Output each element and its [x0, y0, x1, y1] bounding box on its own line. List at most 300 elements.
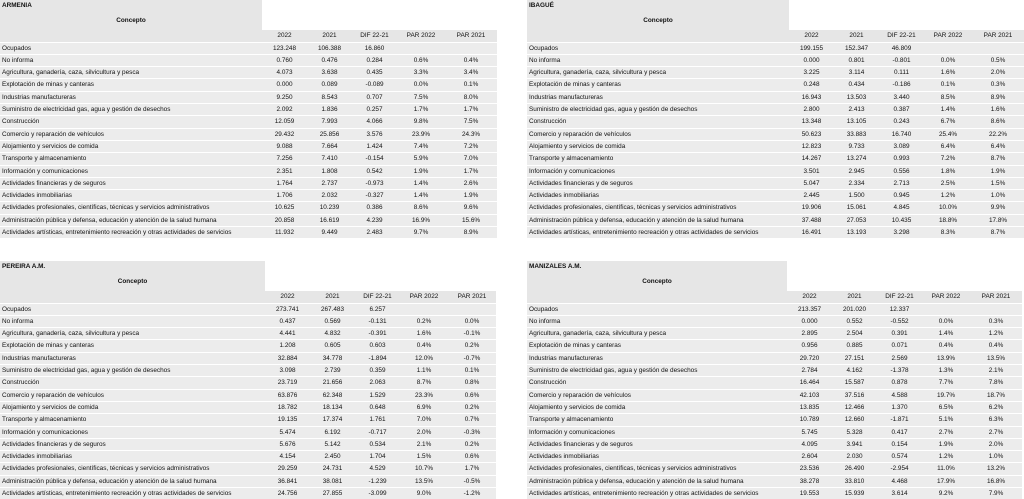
- cell-value: 6.192: [310, 426, 355, 438]
- cell-value: 8.7%: [972, 153, 1024, 165]
- table-row: [527, 128, 1024, 140]
- cell-value: 18.134: [310, 401, 355, 413]
- cell-value: -0.154: [352, 153, 397, 165]
- cell-value: 0.707: [352, 91, 397, 103]
- cell-value: 12.337: [877, 303, 922, 315]
- row-label: Comercio y reparación de vehículos: [527, 389, 787, 401]
- cell-value: 12.660: [832, 414, 877, 426]
- cell-value: 37.516: [832, 389, 877, 401]
- row-label: Transporte y almacenamiento: [0, 414, 265, 426]
- cell-value: -0.327: [352, 190, 397, 202]
- cell-value: 1.370: [877, 401, 922, 413]
- cell-value: 0.391: [877, 328, 922, 340]
- cell-value: -0.131: [355, 315, 400, 327]
- cell-value: 18.782: [265, 401, 310, 413]
- cell-value: 19.906: [789, 202, 834, 214]
- cell-value: 0.4%: [400, 340, 448, 352]
- table-row: [0, 42, 497, 54]
- cell-value: 4.845: [879, 202, 924, 214]
- title-blank: [262, 0, 497, 11]
- cell-value: 7.993: [307, 116, 352, 128]
- table-row: [527, 214, 1024, 226]
- cell-value: 0.605: [310, 340, 355, 352]
- cell-value: 19.553: [787, 488, 832, 499]
- cell-value: 2.445: [789, 190, 834, 202]
- table-row: [0, 165, 497, 177]
- table-row: [0, 438, 496, 450]
- cell-value: 1.5%: [400, 451, 448, 463]
- cell-value: 5.9%: [397, 153, 445, 165]
- table-row: [0, 190, 497, 202]
- table-row: [527, 165, 1024, 177]
- column-header-row: [527, 291, 1022, 303]
- cell-value: 1.0%: [972, 190, 1024, 202]
- row-label: Actividades inmobiliarias: [0, 451, 265, 463]
- cell-value: 23.3%: [400, 389, 448, 401]
- row-label: Agricultura, ganadería, caza, silvicultura y pesca: [0, 67, 262, 79]
- cell-value: 0.2%: [400, 315, 448, 327]
- cell-value: 123.248: [262, 42, 307, 54]
- cell-value: 4.154: [265, 451, 310, 463]
- cell-value: 106.388: [307, 42, 352, 54]
- cell-value: 0.435: [352, 67, 397, 79]
- cell-value: 2.713: [879, 177, 924, 189]
- row-label: Agricultura, ganadería, caza, silvicultura y pesca: [0, 328, 265, 340]
- cell-value: 13.274: [834, 153, 879, 165]
- cell-value: 0.4%: [922, 340, 970, 352]
- row-label: Ocupados: [0, 303, 265, 315]
- column-header: PAR 2022: [400, 291, 448, 303]
- cell-value: 27.053: [834, 214, 879, 226]
- table-row: [0, 451, 496, 463]
- row-label: Suministro de electricidad gas, agua y gestión de desechos: [0, 104, 262, 116]
- column-header: PAR 2021: [445, 30, 497, 42]
- cell-value: 18.8%: [924, 214, 972, 226]
- cell-value: 273.741: [265, 303, 310, 315]
- cell-value: 33.883: [834, 128, 879, 140]
- row-label: Alojamiento y servicios de comida: [527, 140, 789, 152]
- column-header: PAR 2021: [972, 30, 1024, 42]
- panel-armenia: [0, 0, 497, 238]
- cell-value: 1.4%: [922, 328, 970, 340]
- cell-value: 2.334: [834, 177, 879, 189]
- cell-value: 1.7%: [445, 165, 497, 177]
- cell-value: 3.3%: [397, 67, 445, 79]
- cell-value: 15.587: [832, 377, 877, 389]
- table-row: [0, 303, 496, 315]
- cell-value: 1.2%: [922, 451, 970, 463]
- cell-value: 8.6%: [972, 116, 1024, 128]
- cell-value: 2.604: [787, 451, 832, 463]
- cell-value: [922, 303, 970, 315]
- cell-value: 1.0%: [970, 451, 1022, 463]
- cell-value: 201.020: [832, 303, 877, 315]
- cell-value: 13.5%: [400, 475, 448, 487]
- header-blank: [527, 30, 789, 42]
- cell-value: 2.784: [787, 365, 832, 377]
- cell-value: 7.0%: [400, 414, 448, 426]
- cell-value: 0.7%: [448, 414, 496, 426]
- cell-value: 38.278: [787, 475, 832, 487]
- cell-value: -1.871: [877, 414, 922, 426]
- cell-value: 16.9%: [397, 214, 445, 226]
- cell-value: 9.9%: [972, 202, 1024, 214]
- cell-value: 0.3%: [970, 315, 1022, 327]
- table-row: [527, 451, 1022, 463]
- cell-value: 16.464: [787, 377, 832, 389]
- table-row: [0, 401, 496, 413]
- cell-value: 0.542: [352, 165, 397, 177]
- cell-value: 50.623: [789, 128, 834, 140]
- cell-value: 25.856: [307, 128, 352, 140]
- cell-value: 1.706: [262, 190, 307, 202]
- concept-row: [527, 272, 1022, 291]
- title-blank: [265, 261, 496, 272]
- cell-value: 2.5%: [924, 177, 972, 189]
- row-label: Transporte y almacenamiento: [527, 153, 789, 165]
- cell-value: -3.099: [355, 488, 400, 499]
- cell-value: 62.348: [310, 389, 355, 401]
- table-row: [0, 227, 497, 239]
- row-label: Administración pública y defensa, educación y atención de la salud humana: [0, 475, 265, 487]
- cell-value: [972, 42, 1024, 54]
- header-blank: [0, 291, 265, 303]
- cell-value: 0.574: [877, 451, 922, 463]
- cell-value: 8.9%: [972, 91, 1024, 103]
- cell-value: 4.588: [877, 389, 922, 401]
- table-row: [0, 340, 496, 352]
- row-label: Actividades inmobiliarias: [527, 190, 789, 202]
- cell-value: 2.032: [307, 190, 352, 202]
- column-header: 2022: [262, 30, 307, 42]
- table-row: [527, 116, 1024, 128]
- cell-value: 3.114: [834, 67, 879, 79]
- row-label: Agricultura, ganadería, caza, silvicultura y pesca: [527, 67, 789, 79]
- table-row: [527, 104, 1024, 116]
- cell-value: 2.0%: [400, 426, 448, 438]
- row-label: Suministro de electricidad gas, agua y gestión de desechos: [527, 365, 787, 377]
- cell-value: 1.9%: [445, 190, 497, 202]
- cell-value: 2.739: [310, 365, 355, 377]
- table-row: [527, 377, 1022, 389]
- cell-value: 1.7%: [448, 463, 496, 475]
- row-label: No informa: [527, 54, 789, 66]
- cell-value: 0.2%: [448, 340, 496, 352]
- cell-value: 15.061: [834, 202, 879, 214]
- cell-value: 13.835: [787, 401, 832, 413]
- concept-blank: [265, 272, 496, 291]
- cell-value: 2.0%: [972, 67, 1024, 79]
- row-label: Comercio y reparación de vehículos: [527, 128, 789, 140]
- cell-value: 7.256: [262, 153, 307, 165]
- row-label: Actividades profesionales, científicas, técnicas y servicios administrativos: [0, 202, 262, 214]
- concept-blank: [789, 11, 1024, 30]
- row-label: Comercio y reparación de vehículos: [0, 389, 265, 401]
- cell-value: 7.0%: [445, 153, 497, 165]
- cell-value: 14.267: [789, 153, 834, 165]
- cell-value: [970, 303, 1022, 315]
- column-header-row: [527, 30, 1024, 42]
- cell-value: 12.059: [262, 116, 307, 128]
- cell-value: 13.105: [834, 116, 879, 128]
- row-label: Explotación de minas y canteras: [0, 340, 265, 352]
- column-header: DIF 22-21: [877, 291, 922, 303]
- cell-value: 1.2%: [970, 328, 1022, 340]
- cell-value: 13.9%: [922, 352, 970, 364]
- cell-value: 1.6%: [400, 328, 448, 340]
- cell-value: 0.993: [879, 153, 924, 165]
- cell-value: 0.648: [355, 401, 400, 413]
- table-row: [0, 91, 497, 103]
- cell-value: 2.483: [352, 227, 397, 239]
- cell-value: 7.2%: [924, 153, 972, 165]
- column-header: 2021: [832, 291, 877, 303]
- cell-value: 0.2%: [448, 401, 496, 413]
- cell-value: 19.135: [265, 414, 310, 426]
- cell-value: 18.7%: [970, 389, 1022, 401]
- cell-value: -0.5%: [448, 475, 496, 487]
- cell-value: -1.2%: [448, 488, 496, 499]
- cell-value: 16.8%: [970, 475, 1022, 487]
- cell-value: [397, 42, 445, 54]
- cell-value: 13.5%: [970, 352, 1022, 364]
- cell-value: 6.257: [355, 303, 400, 315]
- cell-value: 7.7%: [922, 377, 970, 389]
- cell-value: 7.2%: [445, 140, 497, 152]
- cell-value: 12.823: [789, 140, 834, 152]
- cell-value: 2.450: [310, 451, 355, 463]
- cell-value: 23.719: [265, 377, 310, 389]
- cell-value: 8.5%: [924, 91, 972, 103]
- cell-value: 23.9%: [397, 128, 445, 140]
- cell-value: 9.088: [262, 140, 307, 152]
- table-row: [0, 104, 497, 116]
- table-row: [527, 414, 1022, 426]
- cell-value: 17.8%: [972, 214, 1024, 226]
- table-row: [0, 202, 497, 214]
- cell-value: 152.347: [834, 42, 879, 54]
- cell-value: 0.569: [310, 315, 355, 327]
- cell-value: 11.0%: [922, 463, 970, 475]
- row-label: Ocupados: [527, 42, 789, 54]
- cell-value: 0.4%: [445, 54, 497, 66]
- column-header-row: [0, 30, 497, 42]
- cell-value: 11.932: [262, 227, 307, 239]
- row-label: Suministro de electricidad gas, agua y gestión de desechos: [527, 104, 789, 116]
- cell-value: 9.0%: [400, 488, 448, 499]
- row-label: Actividades profesionales, científicas, técnicas y servicios administrativos: [527, 463, 787, 475]
- cell-value: 0.071: [877, 340, 922, 352]
- panel-ibague: [527, 0, 1024, 238]
- cell-value: 16.860: [352, 42, 397, 54]
- cell-value: 10.625: [262, 202, 307, 214]
- table-row: [527, 438, 1022, 450]
- cell-value: 0.5%: [972, 54, 1024, 66]
- cell-value: 3.440: [879, 91, 924, 103]
- cell-value: 0.8%: [448, 377, 496, 389]
- row-label: Industrias manufactureras: [0, 352, 265, 364]
- table-row: [0, 128, 497, 140]
- cell-value: 0.0%: [924, 54, 972, 66]
- cell-value: -2.954: [877, 463, 922, 475]
- cell-value: 6.2%: [970, 401, 1022, 413]
- table-row: [527, 389, 1022, 401]
- table-row: [527, 227, 1024, 239]
- table-row: [527, 401, 1022, 413]
- cell-value: 29.259: [265, 463, 310, 475]
- cell-value: 1.4%: [397, 177, 445, 189]
- cell-value: 29.432: [262, 128, 307, 140]
- cell-value: -0.552: [877, 315, 922, 327]
- cell-value: 3.225: [789, 67, 834, 79]
- data-table: [527, 261, 1022, 499]
- cell-value: 1.1%: [400, 365, 448, 377]
- cell-value: 213.357: [787, 303, 832, 315]
- table-row: [0, 116, 497, 128]
- cell-value: 2.413: [834, 104, 879, 116]
- cell-value: 24.756: [265, 488, 310, 499]
- cell-value: 0.1%: [924, 79, 972, 91]
- cell-value: 0.000: [787, 315, 832, 327]
- table-row: [527, 91, 1024, 103]
- cell-value: 9.449: [307, 227, 352, 239]
- row-label: Explotación de minas y canteras: [0, 79, 262, 91]
- row-label: Construcción: [527, 116, 789, 128]
- header-blank: [0, 30, 262, 42]
- column-header: PAR 2022: [397, 30, 445, 42]
- cell-value: 9.250: [262, 91, 307, 103]
- table-row: [0, 214, 497, 226]
- cell-value: 6.4%: [924, 140, 972, 152]
- cell-value: [445, 42, 497, 54]
- cell-value: 1.4%: [924, 104, 972, 116]
- cell-value: 10.239: [307, 202, 352, 214]
- cell-value: 21.656: [310, 377, 355, 389]
- cell-value: 27.151: [832, 352, 877, 364]
- row-label: Actividades artísticas, entretenimiento recreación y otras actividades de servicios: [527, 488, 787, 499]
- concept-blank: [787, 272, 1022, 291]
- cell-value: 1.9%: [397, 165, 445, 177]
- table-row: [0, 67, 497, 79]
- table-row: [0, 177, 497, 189]
- cell-value: 0.154: [877, 438, 922, 450]
- row-label: Actividades profesionales, científicas, técnicas y servicios administrativos: [527, 202, 789, 214]
- table-row: [527, 67, 1024, 79]
- cell-value: 15.939: [832, 488, 877, 499]
- table-row: [527, 352, 1022, 364]
- table-row: [0, 488, 496, 499]
- cell-value: 2.737: [307, 177, 352, 189]
- cell-value: [448, 303, 496, 315]
- cell-value: 12.0%: [400, 352, 448, 364]
- row-label: Actividades profesionales, científicas, técnicas y servicios administrativos: [0, 463, 265, 475]
- cell-value: 1.2%: [924, 190, 972, 202]
- cell-value: 0.437: [265, 315, 310, 327]
- cell-value: 2.895: [787, 328, 832, 340]
- column-header: 2021: [834, 30, 879, 42]
- cell-value: 3.576: [352, 128, 397, 140]
- cell-value: 0.760: [262, 54, 307, 66]
- row-label: Actividades financieras y de seguros: [0, 177, 262, 189]
- cell-value: 0.945: [879, 190, 924, 202]
- row-label: Alojamiento y servicios de comida: [527, 401, 787, 413]
- cell-value: 42.103: [787, 389, 832, 401]
- cell-value: 0.434: [834, 79, 879, 91]
- cell-value: 0.1%: [445, 79, 497, 91]
- cell-value: 1.424: [352, 140, 397, 152]
- cell-value: 4.239: [352, 214, 397, 226]
- cell-value: 6.9%: [400, 401, 448, 413]
- cell-value: 2.800: [789, 104, 834, 116]
- cell-value: 10.435: [879, 214, 924, 226]
- cell-value: -0.7%: [448, 352, 496, 364]
- cell-value: 1.3%: [922, 365, 970, 377]
- row-label: Administración pública y defensa, educación y atención de la salud humana: [0, 214, 262, 226]
- cell-value: -0.973: [352, 177, 397, 189]
- cell-value: 16.491: [789, 227, 834, 239]
- cell-value: 3.298: [879, 227, 924, 239]
- table-row: [0, 140, 497, 152]
- cell-value: 1.500: [834, 190, 879, 202]
- row-label: Actividades financieras y de seguros: [0, 438, 265, 450]
- cell-value: -0.717: [355, 426, 400, 438]
- row-label: Industrias manufactureras: [527, 91, 789, 103]
- cell-value: 24.731: [310, 463, 355, 475]
- cell-value: 13.193: [834, 227, 879, 239]
- cell-value: 29.720: [787, 352, 832, 364]
- panel-pereira: [0, 261, 496, 499]
- cell-value: 0.6%: [448, 451, 496, 463]
- table-row: [527, 426, 1022, 438]
- row-label: Suministro de electricidad gas, agua y gestión de desechos: [0, 365, 265, 377]
- cell-value: 8.543: [307, 91, 352, 103]
- concept-row: [0, 11, 497, 30]
- cell-value: 0.089: [307, 79, 352, 91]
- column-header: PAR 2022: [922, 291, 970, 303]
- column-header: PAR 2022: [924, 30, 972, 42]
- city-title-row: [527, 0, 1024, 11]
- city-title: PEREIRA A.M.: [0, 261, 265, 272]
- cell-value: 1.8%: [924, 165, 972, 177]
- cell-value: 24.3%: [445, 128, 497, 140]
- cell-value: 23.536: [787, 463, 832, 475]
- cell-value: 4.832: [310, 328, 355, 340]
- table-row: [0, 328, 496, 340]
- title-blank: [787, 261, 1022, 272]
- cell-value: 3.614: [877, 488, 922, 499]
- table-row: [0, 414, 496, 426]
- title-blank: [789, 0, 1024, 11]
- cell-value: 1.208: [265, 340, 310, 352]
- row-label: Información y comunicaciones: [527, 426, 787, 438]
- table-row: [527, 340, 1022, 352]
- cell-value: 0.0%: [922, 315, 970, 327]
- cell-value: 2.092: [262, 104, 307, 116]
- cell-value: 0.387: [879, 104, 924, 116]
- cell-value: 63.876: [265, 389, 310, 401]
- cell-value: 0.878: [877, 377, 922, 389]
- row-label: Construcción: [0, 377, 265, 389]
- cell-value: 1.836: [307, 104, 352, 116]
- cell-value: 2.351: [262, 165, 307, 177]
- cell-value: 8.7%: [400, 377, 448, 389]
- row-label: Actividades artísticas, entretenimiento recreación y otras actividades de servicios: [0, 488, 265, 499]
- concept-header: Concepto: [527, 272, 787, 291]
- cell-value: 0.801: [834, 54, 879, 66]
- cell-value: 0.417: [877, 426, 922, 438]
- row-label: Comercio y reparación de vehículos: [0, 128, 262, 140]
- cell-value: 1.5%: [972, 177, 1024, 189]
